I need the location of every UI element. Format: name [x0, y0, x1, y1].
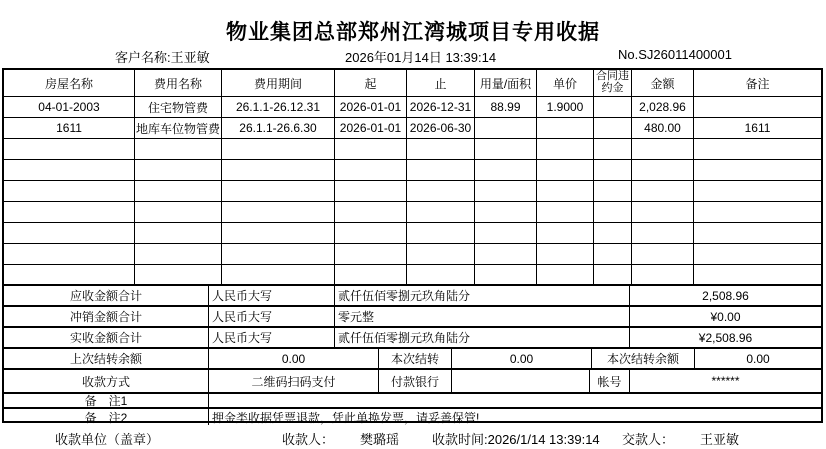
table-cell	[694, 223, 821, 243]
table-cell	[594, 223, 632, 243]
table-cell	[537, 139, 594, 159]
table-cell	[135, 139, 222, 159]
note2-label: 备 注2	[4, 409, 209, 425]
column-header: 合同违约金	[594, 70, 632, 96]
payment-method-value: 二维码扫码支付	[209, 370, 379, 392]
table-cell	[594, 118, 632, 138]
currency-words-label: 人民币大写	[209, 328, 335, 347]
fee-table-body	[4, 97, 821, 286]
receipt-datetime: 2026年01月14日 13:39:14	[345, 50, 497, 65]
carryover-row	[4, 349, 821, 370]
table-cell	[475, 265, 537, 284]
table-cell	[537, 202, 594, 222]
currency-words-label: 人民币大写	[209, 286, 335, 305]
column-header: 止	[407, 70, 475, 96]
table-cell	[4, 181, 135, 201]
table-cell	[694, 181, 821, 201]
table-cell	[335, 223, 407, 243]
table-cell	[222, 139, 335, 159]
table-row	[4, 202, 821, 223]
table-cell	[594, 202, 632, 222]
table-cell: 2026-12-31	[407, 97, 475, 117]
note2-row	[4, 409, 821, 425]
table-cell	[632, 265, 694, 284]
footer-line	[0, 429, 826, 445]
table-cell: 480.00	[632, 118, 694, 138]
received-total-label: 实收金额合计	[4, 328, 209, 347]
table-cell	[475, 202, 537, 222]
payer-label: 交款人：	[622, 432, 675, 447]
table-cell: 2,028.96	[632, 97, 694, 117]
table-cell	[335, 160, 407, 180]
table-cell	[4, 265, 135, 284]
table-cell	[594, 265, 632, 284]
table-cell	[694, 139, 821, 159]
payee-label: 收款人：	[282, 432, 335, 447]
prev-carryover-value: 0.00	[209, 349, 379, 368]
note1-value	[209, 394, 821, 407]
table-cell	[222, 202, 335, 222]
table-cell	[594, 244, 632, 264]
current-carryover-value: 0.00	[452, 349, 592, 368]
receivable-total-label: 应收金额合计	[4, 286, 209, 305]
paying-bank-label: 付款银行	[379, 370, 452, 392]
table-cell	[632, 160, 694, 180]
currency-words-label: 人民币大写	[209, 307, 335, 326]
table-cell	[594, 97, 632, 117]
table-cell	[632, 181, 694, 201]
receivable-total-row	[4, 286, 821, 307]
table-cell: 2026-06-30	[407, 118, 475, 138]
fee-table	[2, 68, 823, 423]
table-cell	[4, 160, 135, 180]
table-cell	[135, 202, 222, 222]
account-value: ******	[711, 374, 740, 388]
account-label: 帐号	[590, 370, 630, 392]
table-cell	[335, 265, 407, 284]
payment-method-label: 收款方式	[4, 370, 209, 392]
table-cell	[632, 223, 694, 243]
table-cell	[335, 139, 407, 159]
table-cell	[135, 244, 222, 264]
table-cell	[694, 265, 821, 284]
payee-name: 樊璐瑶	[360, 432, 400, 447]
table-cell	[407, 202, 475, 222]
table-cell	[594, 160, 632, 180]
table-cell	[537, 265, 594, 284]
table-cell	[537, 160, 594, 180]
table-cell	[135, 160, 222, 180]
payment-row	[4, 370, 821, 394]
receiving-unit-label: 收款单位（盖章）	[55, 432, 160, 447]
table-cell: 04-01-2003	[4, 97, 135, 117]
table-row	[4, 265, 821, 286]
table-cell	[475, 244, 537, 264]
writeoff-total-row	[4, 307, 821, 328]
column-header: 费用期间	[222, 70, 335, 96]
table-cell: 2026-01-01	[335, 97, 407, 117]
table-cell	[694, 97, 821, 117]
note1-label: 备 注1	[4, 394, 209, 407]
table-cell	[475, 181, 537, 201]
table-cell: 1611	[4, 118, 135, 138]
column-header: 单价	[537, 70, 594, 96]
table-cell	[632, 139, 694, 159]
note1-row	[4, 394, 821, 409]
table-cell	[222, 160, 335, 180]
table-cell: 2026-01-01	[335, 118, 407, 138]
table-cell	[475, 118, 537, 138]
table-row	[4, 160, 821, 181]
carryover-balance-label: 本次结转余额	[592, 349, 695, 368]
table-cell	[407, 139, 475, 159]
current-carryover-label: 本次结转	[379, 349, 452, 368]
receipt-number: No.SJ26011400001	[618, 47, 732, 62]
table-cell	[694, 160, 821, 180]
table-row	[4, 97, 821, 118]
table-cell	[222, 181, 335, 201]
receivable-amount: 2,508.96	[702, 288, 749, 303]
table-cell	[407, 265, 475, 284]
table-cell	[537, 181, 594, 201]
table-cell	[537, 223, 594, 243]
table-cell	[135, 181, 222, 201]
writeoff-total-label: 冲销金额合计	[4, 307, 209, 326]
table-cell	[135, 223, 222, 243]
table-cell	[632, 202, 694, 222]
column-header: 费用名称	[135, 70, 222, 96]
receipt-time: 收款时间:2026/1/14 13:39:14	[432, 432, 600, 447]
table-cell	[475, 223, 537, 243]
column-header: 备注	[745, 76, 770, 91]
table-cell	[4, 202, 135, 222]
column-header: 房屋名称	[4, 70, 135, 96]
writeoff-amount: ¥0.00	[710, 309, 741, 324]
table-cell: 1611	[744, 121, 771, 135]
table-cell	[537, 244, 594, 264]
table-cell: 26.1.1-26.6.30	[222, 118, 335, 138]
received-amount-words: 贰仟伍佰零捌元玖角陆分	[335, 328, 630, 347]
page-title: 物业集团总部郑州江湾城项目专用收据	[226, 21, 600, 44]
table-row	[4, 118, 821, 139]
column-header: 金额	[632, 70, 694, 96]
fee-table-header	[4, 70, 821, 97]
table-cell	[222, 223, 335, 243]
column-header: 用量/面积	[475, 70, 537, 96]
table-cell	[407, 181, 475, 201]
column-header: 起	[335, 70, 407, 96]
carryover-balance-value: 0.00	[746, 351, 770, 366]
received-amount: ¥2,508.96	[698, 330, 753, 345]
table-cell	[407, 244, 475, 264]
table-cell	[335, 202, 407, 222]
customer-name: 客户名称:王亚敏	[115, 50, 210, 65]
payer-name: 王亚敏	[700, 432, 740, 447]
table-cell	[335, 244, 407, 264]
table-cell	[694, 202, 821, 222]
table-cell: 26.1.1-26.12.31	[222, 97, 335, 117]
table-cell	[135, 265, 222, 284]
table-cell	[632, 244, 694, 264]
table-cell	[4, 244, 135, 264]
paying-bank-value	[452, 370, 590, 392]
table-cell	[594, 139, 632, 159]
table-cell	[475, 139, 537, 159]
table-cell	[694, 244, 821, 264]
table-row	[4, 223, 821, 244]
table-cell	[222, 244, 335, 264]
table-row	[4, 181, 821, 202]
table-cell	[407, 223, 475, 243]
table-cell	[4, 223, 135, 243]
header-info-line	[0, 47, 826, 63]
table-cell	[4, 139, 135, 159]
table-cell	[407, 160, 475, 180]
receivable-amount-words: 贰仟伍佰零捌元玖角陆分	[335, 286, 630, 305]
writeoff-amount-words: 零元整	[335, 307, 630, 326]
table-cell	[594, 181, 632, 201]
note2-value: 押金类收据凭票退款，凭此单换发票，请妥善保管!	[212, 410, 480, 425]
table-cell	[537, 118, 594, 138]
table-row	[4, 244, 821, 265]
prev-carryover-label: 上次结转余额	[4, 349, 209, 368]
table-cell: 住宅物管费	[135, 97, 222, 117]
table-cell: 88.99	[475, 97, 537, 117]
table-cell	[335, 181, 407, 201]
received-total-row	[4, 328, 821, 349]
table-row	[4, 139, 821, 160]
table-cell: 地库车位物管费	[135, 118, 222, 138]
table-cell	[222, 265, 335, 284]
table-cell: 1.9000	[537, 97, 594, 117]
table-cell	[475, 160, 537, 180]
